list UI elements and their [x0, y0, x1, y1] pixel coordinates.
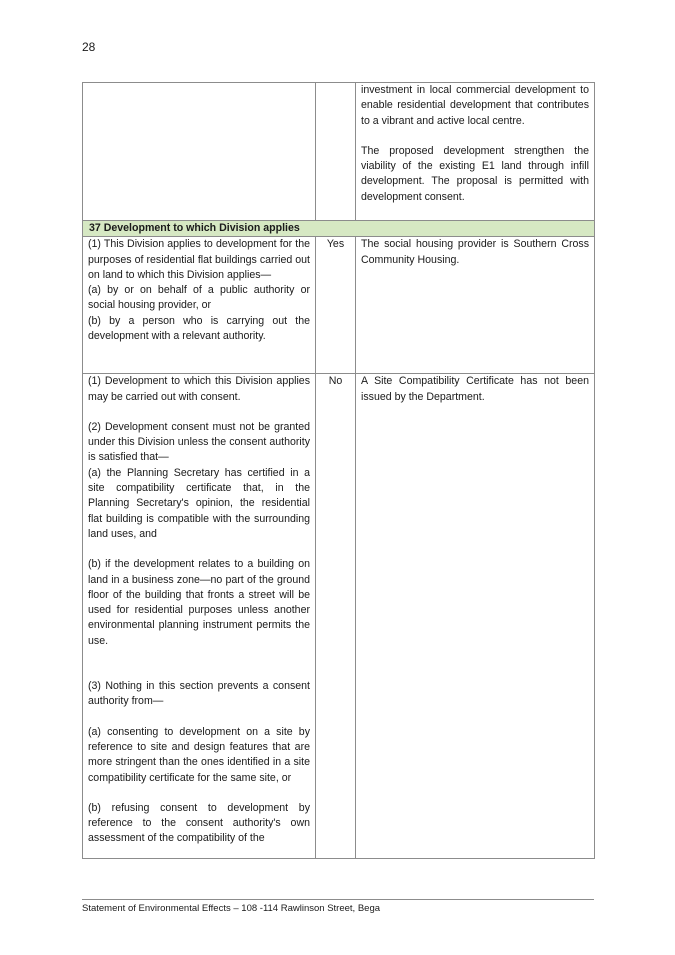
comment-cell: [356, 83, 595, 221]
compliance-cell: Yes: [316, 237, 356, 374]
compliance-table: [82, 82, 595, 859]
requirement-paragraph: (1) This Division applies to development for the purposes of residential flat buildings carried out on land to which this Division applies—: [88, 238, 310, 281]
comment-paragraph: investment in local commercial development to enable residential development that contributes to a vibrant and active local centre.: [361, 84, 589, 127]
page-number: 28: [82, 40, 96, 54]
table-row: [83, 374, 595, 859]
comment-cell: The social housing provider is Southern Cross Community Housing.: [356, 237, 595, 374]
comment-paragraph: The proposed development strengthen the viability of the existing E1 land through infill development. The proposal is permitted with development consent.: [361, 144, 589, 203]
requirement-paragraph: (2) Development consent must not be granted under this Division unless the consent authority is satisfied that—: [88, 420, 310, 464]
requirement-paragraph: (b) refusing consent to development by reference to the consent authority's own assessment of the compatibility of the: [88, 801, 310, 845]
requirement-paragraph: (b) by a person who is carrying out the development with a relevant authority.: [88, 314, 310, 343]
table-row: [83, 237, 595, 374]
requirement-cell: [83, 83, 316, 221]
footer-divider: [82, 899, 594, 900]
section-heading: 37 Development to which Division applies: [83, 221, 595, 237]
requirement-paragraph: (3) Nothing in this section prevents a consent authority from—: [88, 680, 310, 708]
requirement-paragraph: (a) consenting to development on a site by reference to site and design features that are more stringent than the ones identified in a site compatibility certificate for the same site, or: [88, 725, 310, 784]
requirement-paragraph: (a) the Planning Secretary has certified in a site compatibility certificate that, in the Planning Secretary's opinion, the residential flat building is compatible with the surrounding land uses, and: [88, 466, 310, 540]
requirement-cell: [83, 237, 316, 374]
requirement-paragraph: (a) by or on behalf of a public authority or social housing provider, or: [88, 284, 310, 312]
comment-cell: A Site Compatibility Certificate has not been issued by the Department.: [356, 374, 595, 859]
requirement-cell: [83, 374, 316, 859]
requirement-paragraph: (b) if the development relates to a building on land in a business zone—no part of the ground floor of the building that fronts a street will be used for residential purposes unless another environmental planning instrument permits the use.: [88, 558, 310, 647]
compliance-cell: No: [316, 374, 356, 859]
requirement-paragraph: (1) Development to which this Division applies may be carried out with consent.: [88, 375, 310, 403]
section-heading-row: [83, 221, 595, 237]
page-footer: Statement of Environmental Effects – 108 -114 Rawlinson Street, Bega: [82, 903, 381, 914]
compliance-cell: [316, 83, 356, 221]
table-row-continued: [83, 83, 595, 221]
